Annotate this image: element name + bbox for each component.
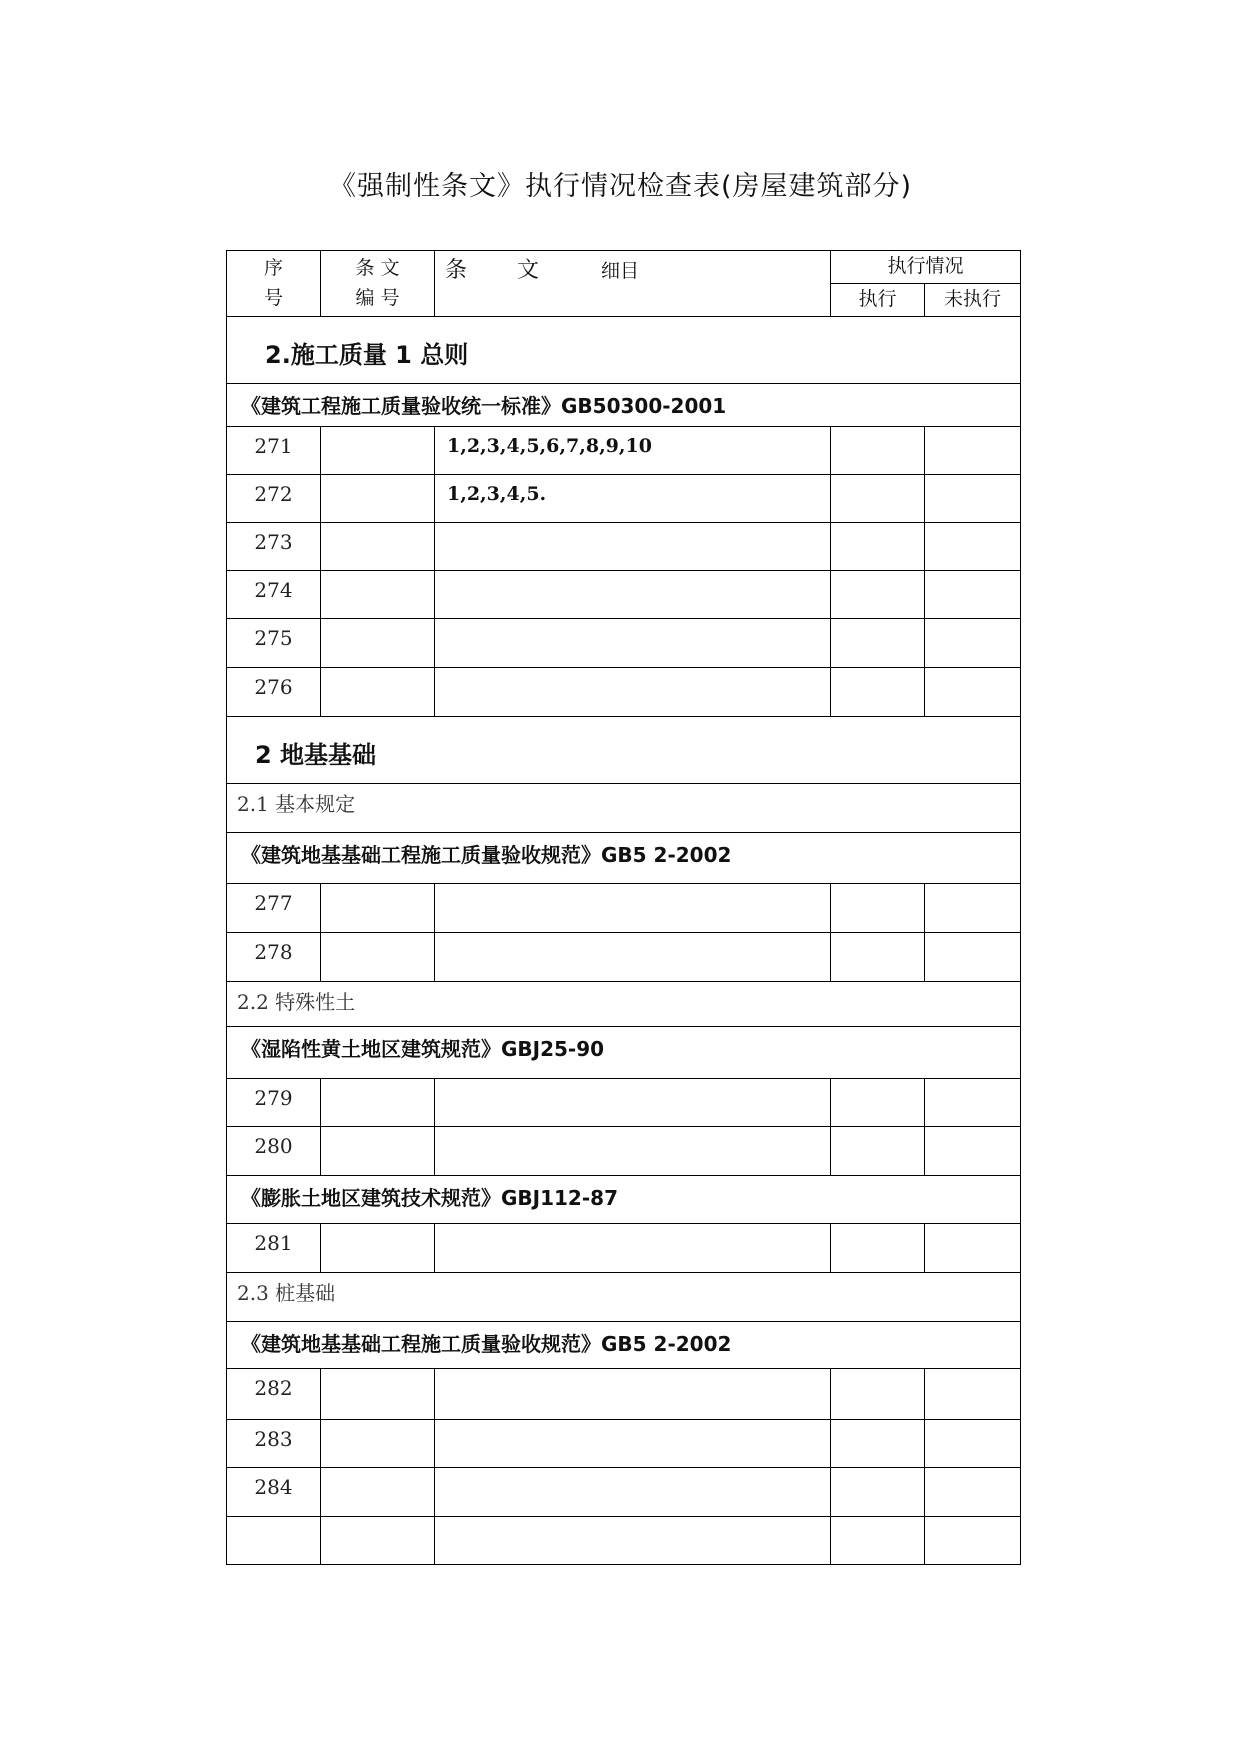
table-row xyxy=(227,523,1021,571)
detail-cell xyxy=(435,619,831,668)
inspection-table xyxy=(226,250,1021,1565)
standard-title: 《膨胀土地区建筑技术规范》GBJ112-87 xyxy=(227,1176,1021,1224)
header-exec-status: 执行情况 xyxy=(831,251,1021,284)
table-row xyxy=(227,1127,1021,1176)
code-cell xyxy=(321,1369,435,1420)
code-cell xyxy=(321,1468,435,1517)
not-executed-cell xyxy=(925,668,1021,717)
not-executed-cell xyxy=(925,1517,1021,1565)
not-executed-cell xyxy=(925,933,1021,982)
not-executed-cell xyxy=(925,571,1021,619)
table-row xyxy=(227,1420,1021,1468)
table-row xyxy=(227,619,1021,668)
not-executed-cell xyxy=(925,1369,1021,1420)
header-code-line2: 编 号 xyxy=(355,287,400,309)
executed-cell xyxy=(831,1468,925,1517)
code-cell xyxy=(321,933,435,982)
detail-cell xyxy=(435,1224,831,1273)
subsection-heading: 2.3 桩基础 xyxy=(227,1273,1021,1322)
executed-cell xyxy=(831,427,925,475)
subsection-heading: 2.1 基本规定 xyxy=(227,784,1021,833)
row-number: 284 xyxy=(227,1468,321,1517)
code-cell xyxy=(321,619,435,668)
code-cell xyxy=(321,1517,435,1565)
detail-cell: 1,2,3,4,5. xyxy=(435,475,831,523)
row-number: 282 xyxy=(227,1369,321,1420)
not-executed-cell xyxy=(925,1079,1021,1127)
header-seq-line1: 序 xyxy=(263,257,283,279)
header-detail xyxy=(435,251,831,317)
detail-cell xyxy=(435,933,831,982)
executed-cell xyxy=(831,933,925,982)
table-row xyxy=(227,427,1021,475)
header-code xyxy=(321,251,435,317)
row-number: 271 xyxy=(227,427,321,475)
not-executed-cell xyxy=(925,1224,1021,1273)
not-executed-cell xyxy=(925,523,1021,571)
executed-cell xyxy=(831,1224,925,1273)
not-executed-cell xyxy=(925,619,1021,668)
row-number: 280 xyxy=(227,1127,321,1176)
executed-cell xyxy=(831,1079,925,1127)
table-row xyxy=(227,933,1021,982)
table-row xyxy=(227,1224,1021,1273)
code-cell xyxy=(321,1079,435,1127)
detail-cell xyxy=(435,668,831,717)
header-seq xyxy=(227,251,321,317)
executed-cell xyxy=(831,1517,925,1565)
header-executed: 执行 xyxy=(831,284,925,317)
code-cell xyxy=(321,668,435,717)
not-executed-cell xyxy=(925,1468,1021,1517)
executed-cell xyxy=(831,523,925,571)
code-cell xyxy=(321,523,435,571)
standard-title: 《湿陷性黄土地区建筑规范》GBJ25-90 xyxy=(227,1027,1021,1079)
header-not-executed: 未执行 xyxy=(925,284,1021,317)
table-row xyxy=(227,571,1021,619)
code-cell xyxy=(321,571,435,619)
table-row xyxy=(227,1369,1021,1420)
code-cell xyxy=(321,1224,435,1273)
section-heading: 2.施工质量 1 总则 xyxy=(227,317,1021,384)
executed-cell xyxy=(831,571,925,619)
detail-cell xyxy=(435,1369,831,1420)
header-detail-part2: 文 xyxy=(517,258,540,283)
row-number: 272 xyxy=(227,475,321,523)
table-row xyxy=(227,668,1021,717)
detail-cell xyxy=(435,523,831,571)
detail-cell xyxy=(435,884,831,933)
row-number: 278 xyxy=(227,933,321,982)
table-row xyxy=(227,1517,1021,1565)
table-row xyxy=(227,1079,1021,1127)
row-number xyxy=(227,1517,321,1565)
standard-title: 《建筑工程施工质量验收统一标准》GB50300-2001 xyxy=(227,384,1021,427)
not-executed-cell xyxy=(925,1420,1021,1468)
detail-cell xyxy=(435,1127,831,1176)
page-title: 《强制性条文》执行情况检查表(房屋建筑部分) xyxy=(328,171,913,202)
not-executed-cell xyxy=(925,475,1021,523)
code-cell xyxy=(321,884,435,933)
detail-cell xyxy=(435,1420,831,1468)
header-seq-line2: 号 xyxy=(263,287,283,309)
not-executed-cell xyxy=(925,884,1021,933)
row-number: 274 xyxy=(227,571,321,619)
not-executed-cell xyxy=(925,1127,1021,1176)
executed-cell xyxy=(831,668,925,717)
code-cell xyxy=(321,475,435,523)
code-cell xyxy=(321,1127,435,1176)
detail-cell xyxy=(435,1079,831,1127)
standard-title: 《建筑地基基础工程施工质量验收规范》GB5 2-2002 xyxy=(227,1322,1021,1369)
not-executed-cell xyxy=(925,427,1021,475)
executed-cell xyxy=(831,884,925,933)
code-cell xyxy=(321,427,435,475)
table-row xyxy=(227,884,1021,933)
table-row xyxy=(227,1468,1021,1517)
row-number: 283 xyxy=(227,1420,321,1468)
row-number: 276 xyxy=(227,668,321,717)
section-heading: 2 地基基础 xyxy=(227,717,1021,784)
row-number: 277 xyxy=(227,884,321,933)
row-number: 281 xyxy=(227,1224,321,1273)
executed-cell xyxy=(831,1420,925,1468)
detail-cell: 1,2,3,4,5,6,7,8,9,10 xyxy=(435,427,831,475)
code-cell xyxy=(321,1420,435,1468)
executed-cell xyxy=(831,1127,925,1176)
header-detail-part1: 条 xyxy=(445,258,468,283)
subsection-heading: 2.2 特殊性土 xyxy=(227,982,1021,1027)
table-row xyxy=(227,475,1021,523)
standard-title: 《建筑地基基础工程施工质量验收规范》GB5 2-2002 xyxy=(227,833,1021,884)
executed-cell xyxy=(831,1369,925,1420)
row-number: 275 xyxy=(227,619,321,668)
detail-cell xyxy=(435,1517,831,1565)
header-code-line1: 条 文 xyxy=(355,257,400,279)
header-detail-part3: 细目 xyxy=(601,260,640,282)
executed-cell xyxy=(831,619,925,668)
detail-cell xyxy=(435,571,831,619)
executed-cell xyxy=(831,475,925,523)
detail-cell xyxy=(435,1468,831,1517)
row-number: 279 xyxy=(227,1079,321,1127)
row-number: 273 xyxy=(227,523,321,571)
